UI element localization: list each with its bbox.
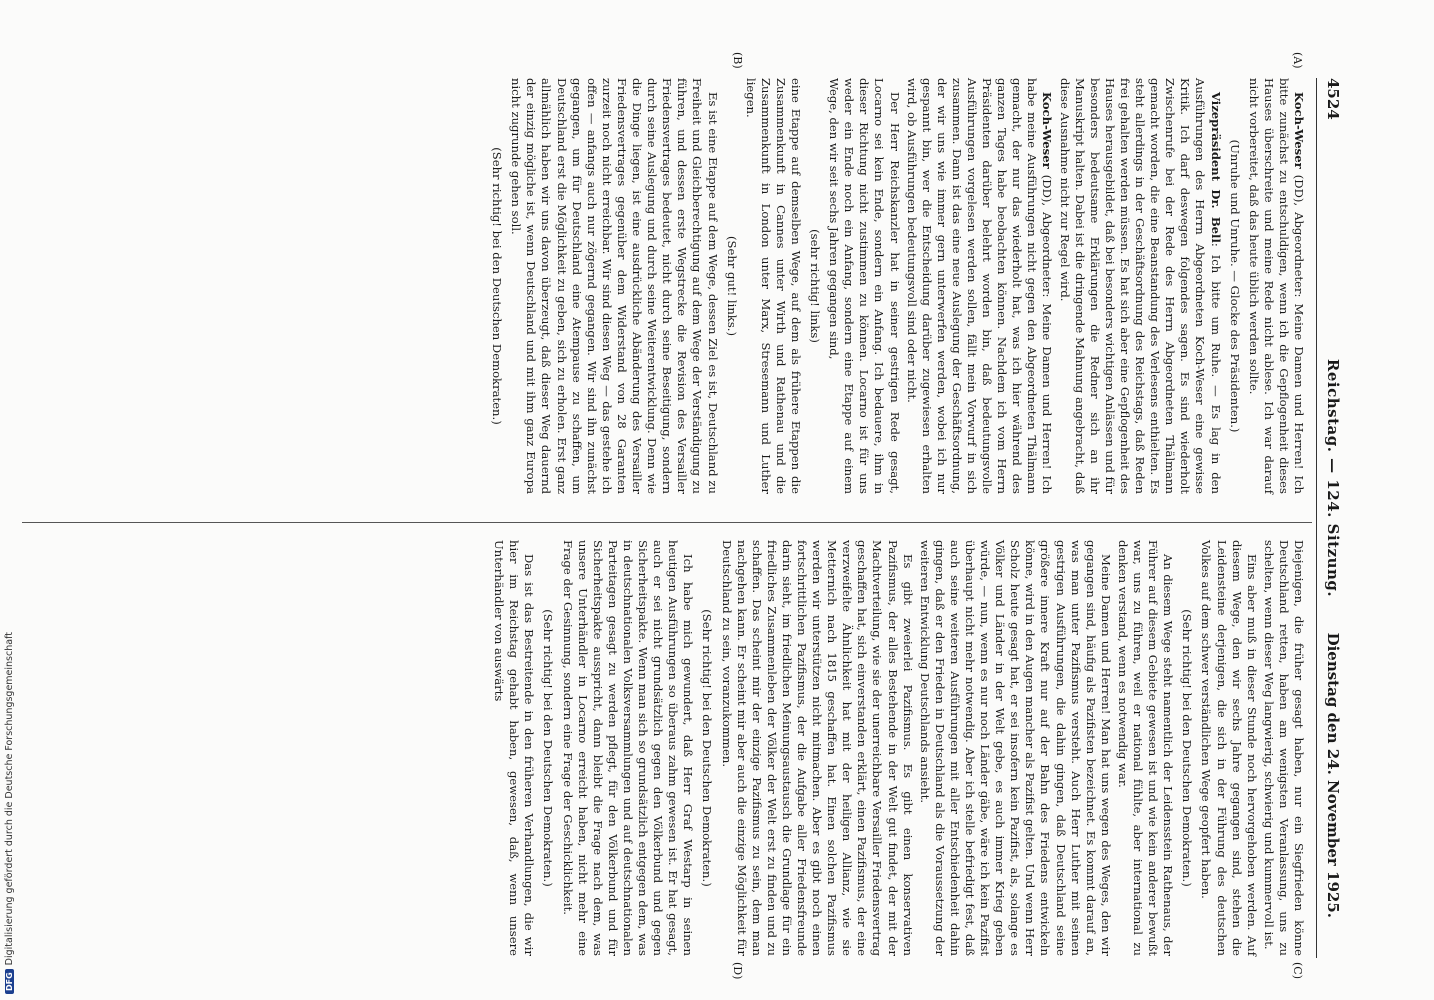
interjection-note: (Unruhe und Unruhe. — Glocke des Präsidenten.)	[1227, 139, 1242, 433]
page-header	[1320, 78, 1342, 918]
margin-marker-b: (B)	[731, 52, 744, 69]
speaker-name: Koch-Weser	[1292, 92, 1306, 169]
paragraph-text: Das ist das Bestreitende in den früheren Verhandlungen, die wir hier im Reichstag gehabt haben, gewesen, daß, wenn unsere Unterhändler von auswärts	[492, 540, 537, 956]
paragraph	[508, 78, 719, 494]
speaker-name: Koch-Weser	[1040, 92, 1055, 169]
paragraph	[1057, 78, 1223, 494]
left-column	[485, 78, 1306, 494]
interjection-note: (Sehr richtig! bei den Deutschen Demokraten.)	[700, 609, 715, 887]
interjection-note: (Sehr richtig! bei den Deutschen Demokraten.)	[490, 147, 505, 425]
paragraph-text: Es gibt zweierlei Pazifismus. Es gibt einen konservativen Pazifismus, der alles Bestehende in der Welt gut findet, der mit der Machtverteilung, wie sie der unerreichbare Versailler Friedensvertrag geschaffen hat, sich einverstanden erklärt, einen Pazifismus, der eine verzweifelte Ähnlichkeit hat mit der heiligen Allianz, wie sie Metternich nach 1815 geschaffen hat. Einen solchen Pazifismus werden wir unterstützen nicht mitmachen. Aber es gibt noch einen fortschrittlichen Pazifismus, der die Aufgabe aller Friedensfreunde darin sieht, im friedlichen Meinungsaustausch die Grundlage für ein friedliches Zusammenleben der Völker der Welt erst zu finden und zu schaffen. Das scheint mir der einzige Pazifismus zu sein, dem man nachgehen kann. Er scheint mir aber auch die einzige Möglichkeit für Deutschland zu sein, voranzukommen.	[719, 540, 915, 956]
interjection-note: (Sehr richtig! bei den Deutschen Demokraten.)	[1180, 609, 1195, 887]
paragraph-text: : Ich bitte um Ruhe. — Es lag in den Ausführungen des Herrn Abgeordneten Koch-Weser eine gewisse Kritik. Ich darf deswegen folgendes sagen. Es sind wiederholt Zwischenrufe bei der Rede des Herrn Abgeordneten Thälmann gemacht worden, die eine Beanstandung des Verlesens enthielten. Es steht allerdings in der Geschäftsordnung des Reichstags, daß Reden frei gehalten werden müssen. Es hat sich aber eine Gepflogenheit des Hauses herausgebildet, daß bei besonders wichtigen Anlässen und für besonders bedeutsame Erklärungen die Redner sich an ihr Manuskript halten. Dabei ist die dringende Mahnung angebracht, daß diese Ausnahme nicht zur Regel wird.	[1057, 78, 1223, 494]
paragraph-text: Diejenigen, die früher gesagt haben, nur ein Siegfrieden könne Deutschland retten, haben am wenigsten Veranlassung, uns zu schelten, wenn dieser Weg langwierig, schwierig und kummervoll ist.	[1261, 540, 1306, 956]
paragraph	[1115, 540, 1175, 956]
dfg-logo-icon: DFG	[5, 969, 14, 994]
paragraph	[826, 78, 901, 494]
paragraph	[743, 78, 803, 494]
header-rule	[1316, 78, 1317, 958]
paragraph-text: An diesem Wege steht namentlich der Leidensstein Rathenaus, der Führer auf diesem Gebiete gewesen ist und wie kein anderer bewußt war, uns zu führen, weil er national fühlte, aber international zu denken verstand, wenn es notwendig war.	[1115, 540, 1176, 956]
paragraph	[904, 78, 1055, 494]
margin-marker-d: (D)	[731, 962, 744, 980]
column-divider	[22, 522, 1312, 523]
margin-marker-a: (A)	[1291, 52, 1304, 69]
paragraph-text: eine Etappe auf demselben Wege, auf dem als frühere Etappen die Zusammenkunft in Cannes unter Wirth und Rathenau und die Zusammenkunft in London unter Marx, Stresemann und Luther liegen.	[743, 78, 803, 494]
paragraph-text: (DD), Abgeordneter: Meine Damen und Herren! Ich habe meine Ausführungen nicht gegen den Abgeordneten Thälmann gemacht, der nur das wiederholt hat, was ich hier während des ganzen Tages habe beobachten können. Nachdem ich vom Herrn Präsidenten darüber belehrt worden bin, daß bedeutungsvolle Ausführungen vorgelesen werden sollen, fällt mein Vorwurf in sich zusammen. Dann ist das eine neue Auslegung der Geschäftsordnung, der wir uns wie immer gern unterwerfen werden, wobei ich nur gespannt bin, wer die Entscheidung darüber zugewiesen erhalten wird, ob Ausführungen bedeutungsvoll sind oder nicht.	[904, 78, 1055, 494]
interjection-note: (sehr richtig! links)	[808, 229, 823, 343]
paragraph-text: (DD), Abgeordneter: Meine Damen und Herren! Ich bitte zunächst zu entschuldigen, wenn ich die Gepflogenheit dieses Hauses überschreite und meine Rede nicht ablese. Ich war darauf nicht vorbereitet, daß das heute üblich werden sollte.	[1246, 78, 1306, 494]
credit-text: Digitalisierung gefördert durch die Deutsche Forschungsgemeinschaft	[4, 632, 15, 966]
page-title: Reichstag. — 124. Sitzung.	[1324, 358, 1342, 598]
margin-marker-c: (C)	[1291, 962, 1304, 979]
paragraph-text: Es ist eine Etappe auf dem Wege, dessen Ziel es ist, Deutschland zu Freiheit und Gleichberechtigung auf dem Wege der Verständigung zu führen, und dessen erste Wegstrecke die Revision des Versailler Friedensvertrages bedeutet, nicht durch seine Beseitigung, sondern durch seine Auslegung und durch seine Weiterentwicklung. Denn wie die Dinge liegen, ist eine ausdrückliche Abänderung des Versailler Friedensvertrages gegenüber dem Widerstand von 28 Garanten zurzeit noch nicht erreichbar. Wir sind diesen Weg — das gestehe ich offen — anfangs auch nur zögernd gegangen. Wir sind ihn zunächst gegangen, um für Deutschland eine Atempause zu schaffen, um Deutschland erst die Möglichkeit zu geben, sich zu erholen. Erst ganz allmählich haben wir uns davon überzeugt, daß dieser Weg dauernd der einzig mögliche ist, wenn Deutschland und mit ihm ganz Europa nicht zugrunde gehen soll.	[509, 78, 720, 494]
session-date: Dienstag den 24. November 1925.	[1324, 632, 1342, 918]
paragraph	[1261, 540, 1306, 956]
speaker-name: Vizepräsident Dr. Bell	[1208, 92, 1223, 243]
paragraph-text: Meine Damen und Herren! Man hat uns wegen des Weges, den wir gegangen sind, häufig als Pazifisten bezeichnet. Es kommt darauf an, was man unter Pazifismus versteht. Auch Herr Luther mit seinen gestrigen Ausführungen, die dahin gingen, daß Deutschland seine größere innere Kraft nur auf der Bahn des Friedens entwickeln könne, wird in den Augen mancher als Pazifist gelten. Und wenn Herr Scholz heute gesagt hat, er sei insofern kein Pazifist, als, solange es Völker und Länder in der Welt gebe, es auch immer Krieg geben würde, — nun, wenn es nur noch Länder gäbe, wäre ich kein Pazifist überhaupt nicht mehr notwendig. Aber ich stelle befriedigt fest, daß auch seine weiteren Ausführungen mit aller Entschiedenheit dahin gingen, daß er den Frieden in Deutschland als die Voraussetzung der weiteren Entwicklung Deutschlands ansieht.	[917, 540, 1113, 956]
paragraph	[1198, 540, 1258, 956]
interjection-note: (Sehr richtig! bei den Deutschen Demokraten.)	[541, 609, 556, 887]
paragraph	[917, 540, 1113, 956]
paragraph-text: Der Herr Reichskanzler hat in seiner gestrigen Rede gesagt, Locarno sei kein Ende, sondern ein Anfang. Ich bedauere, ihm in dieser Richtung nicht zustimmen zu können. Locarno ist für uns weder ein Ende noch ein Anfang, sondern eine Etappe auf einem Wege, den wir seit sechs Jahren gegangen sind,	[827, 78, 902, 494]
page-number: 4524	[1324, 78, 1342, 120]
right-column	[489, 540, 1306, 956]
paragraph	[560, 540, 696, 956]
interjection-note: (Sehr gut! links.)	[724, 236, 739, 336]
paragraph	[1246, 78, 1306, 494]
paragraph-text: Ich habe mich gewundert, daß Herr Graf Westarp in seinen heutigen Ausführungen so überaus zahm gewesen ist. Er hat gesagt, auch er sei nicht grundsätzlich gegen den Völkerbund und gegen Sicherheitspakte. Wenn man sich so grundsätzlich entgegen dem, was in deutschnationalen Volksversammlungen und auf deutschnationalen Parteitagen gesagt zu werden pflegt, für den Völkerbund und für Sicherheitspakte ausspricht, dann bleibt die Frage nach dem, was unsere Unterhändler in Locarno erreicht haben, nicht mehr eine Frage der Gesinnung, sondern eine Frage der Geschicklichkeit.	[560, 540, 696, 956]
paragraph-text: Eins aber muß in dieser Stunde noch hervorgehoben werden. Auf diesem Wege, den wir sechs Jahre gegangen sind, stehen die Leidensteine derjenigen, die sich in der Führung des deutschen Volkes auf dem schwer verständlichen Wege geopfert haben.	[1199, 540, 1259, 956]
paragraph	[718, 540, 914, 956]
paragraph	[491, 540, 536, 956]
